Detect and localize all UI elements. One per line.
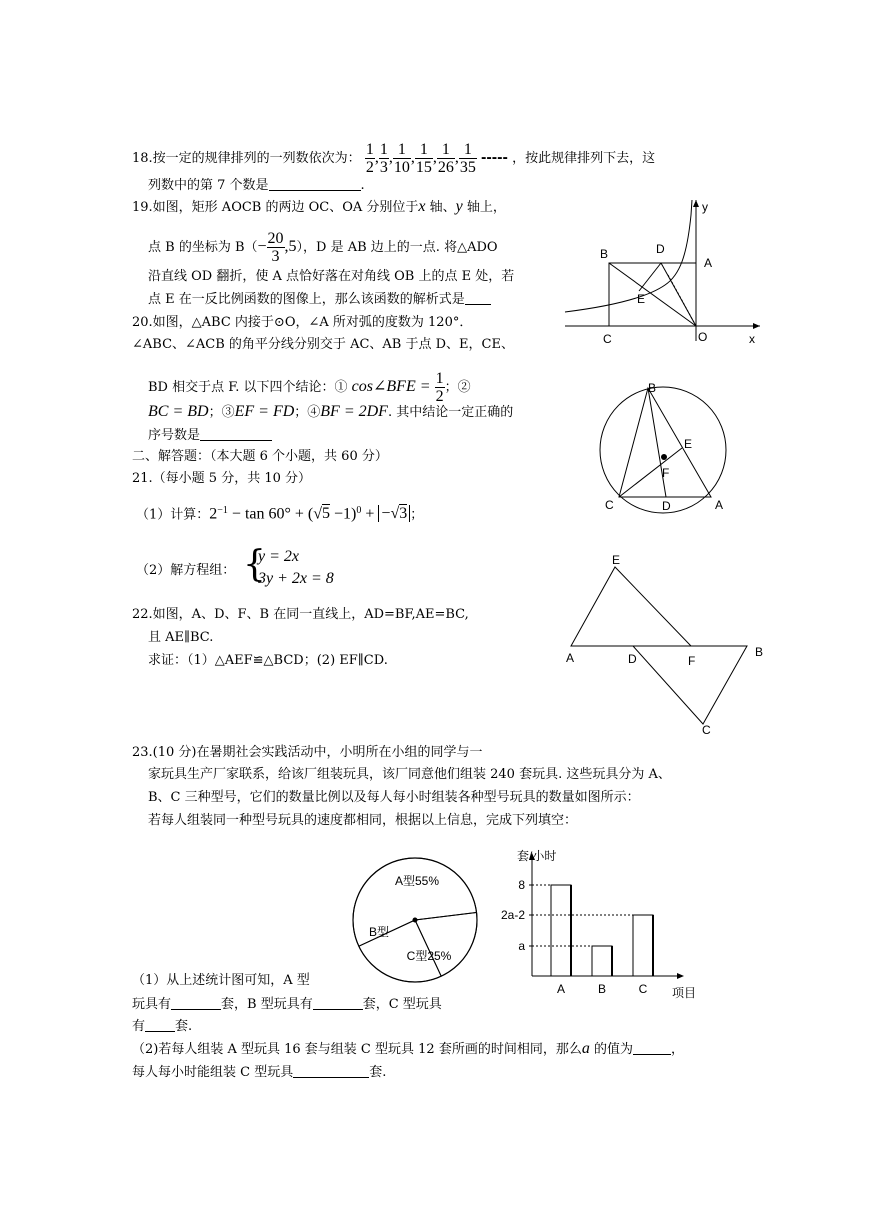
q18-comma: , [388,149,393,166]
q21-heading: 21.（每小题 5 分，共 10 分） [132,471,312,486]
q21-sqrt5: √5 [313,505,331,523]
y-tick-label: a [518,939,525,953]
y-axis-label: 套/小时 [517,849,557,863]
q18-fraction-den: 2 [365,159,374,176]
q23-sub2-line2 [132,1063,386,1082]
x-tick-label-b: B [597,982,607,996]
q23-line2: 家玩具生产厂家联系，给该厂组装玩具，该厂同意他们组装 240 套玩具. 这些玩具分为 A、 [148,767,671,782]
q18-comma: , [454,149,459,166]
q20-text4b: ；③ [208,405,235,420]
label-e: E [637,292,646,306]
q19-coord-rest: ,5 [284,238,297,255]
q19-line1 [132,198,506,217]
q20-eq-bc-bd: BC = BD [148,403,209,420]
x-tick-label-c: C [638,982,648,996]
q21-p1-label: （1）计算： [136,507,210,523]
q19-text4: 点 E 在一反比例函数的图像上，那么该函数的解析式是 [148,292,465,307]
q21-exp-0: 0 [356,505,362,516]
q21-base2: 2 [209,505,218,523]
bar-chart [495,843,695,1003]
q21-minus1: −1) [330,505,357,523]
q18-fraction [379,141,389,176]
y-tick-label: 2a-2 [500,908,525,922]
x-axis-label: 项目 [672,986,697,1000]
label-c: C [603,332,612,346]
q23-sub2-line1 [132,1040,684,1059]
q21-abs: −√3 [378,505,410,522]
q18-fraction-den: 15 [415,159,432,176]
q18-fraction-num: 1 [365,141,374,158]
q18-fraction-den: 26 [437,159,454,176]
q18-fraction-num: 1 [393,141,411,159]
q19-frac-num: 20 [267,230,284,247]
triangle-abc [619,388,711,497]
q22-figure [563,550,773,740]
q20-line2: ∠ABC、∠ACB 的角平分线分别交于 AC、AB 于点 D、E，CE、 [132,337,514,352]
pie-label-c: C型25% [406,949,452,963]
q18-fraction [415,141,433,176]
label-o: O [698,330,708,344]
q23-blank-c[interactable] [145,1017,175,1032]
label-a: A [704,256,713,270]
q19-text2a: 点 B 的坐标为 B（ [148,240,258,255]
hyperbola-curve [565,200,692,312]
q19-figure [565,195,765,345]
x-axis-arrow [677,973,684,979]
segment-ad-dotted [668,275,696,326]
q23-blank-a[interactable] [171,995,221,1010]
q21-sqrt3-value: 3 [399,505,408,523]
q18-line1 [132,141,655,176]
pie-chart [347,850,487,990]
q19-x-var: x [418,198,426,215]
label-e: E [612,553,621,567]
q23-sub1-line2 [132,995,442,1014]
diagonal-ob [609,263,696,326]
q19-y-var: y [455,198,463,215]
q22-line3: 求证：（1）△AEF≌△BCD；(2) EF∥CD. [148,653,388,668]
q19-coord-fraction [267,230,285,265]
q18-question: 列数中的第 7 个数是 [148,178,269,193]
q18-line2: 列数中的第 7 个数是 . [148,178,365,193]
q22-line2: 且 AE∥BC. [148,630,214,645]
pie-label-a: A型55% [394,874,440,888]
q19-line4 [148,290,491,309]
q21-brace: { [243,544,266,585]
q20-line3 [148,370,471,405]
q23-blank-b[interactable] [313,995,363,1010]
q23-line4: 若每人组装同一种型号玩具的速度都相同，根据以上信息，完成下列填空： [148,813,578,828]
label-b: B [600,247,609,261]
q18-comma: , [374,149,379,166]
label-b: B [648,381,657,395]
q20-eq-ef-fd: EF = FD [234,403,295,420]
center-dot [661,454,667,460]
x-axis-arrow [753,323,760,329]
bar-b [592,946,612,976]
q18-fraction-num: 1 [459,141,477,159]
label-c: C [702,723,711,737]
q23-sub2-comma: ， [670,1042,684,1057]
q20-answer-blank[interactable] [200,426,272,441]
q20-eq-bf-2df: BF = 2DF [320,403,388,420]
q18-fraction [437,141,455,176]
q20-half-den: 2 [435,388,444,405]
label-f: F [662,466,670,480]
q18-fraction-num: 1 [379,141,388,158]
label-d: D [628,652,637,666]
label-c: C [605,498,614,512]
q20-text3a: BD 相交于点 F. 以下四个结论：① [148,380,348,395]
q21-p2-label: （2）解方程组： [136,563,236,578]
q18-fraction [365,141,375,176]
bar-a [551,885,571,976]
q18-comma: , [410,149,415,166]
label-a: A [715,498,724,512]
y-axis-arrow [693,200,699,207]
q20-half-num: 1 [435,370,444,387]
pie-center-dot [413,918,418,923]
label-y: y [702,200,708,214]
label-e: E [684,437,693,451]
q18-fraction-den: 10 [393,159,410,176]
q23-sub1-line3 [132,1017,192,1036]
segment-od [661,263,696,326]
q20-line1: 20.如图，△ABC 内接于⊙O，∠A 所对弧的度数为 120°． [132,315,473,330]
q23-line3: B、C 三种型号，它们的数量比例以及每人每小时组装各种型号玩具的数量如图所示： [148,790,640,805]
segment-de [639,263,661,291]
q23-blank-a-value[interactable] [633,1040,671,1055]
q18-fraction [393,141,411,176]
q21-part1 [136,502,423,524]
q19-line3: 沿直线 OD 翻折，使 A 点恰好落在对角线 OB 上的点 E 处，若 [148,269,515,284]
q18-prefix: 18.按一定的规律排列的一列数依次为： [132,151,361,166]
q23-var-a: a [581,1040,590,1057]
q19-coord-minus: − [257,238,267,255]
q21-tan-part: − tan 60° + ( [227,505,314,523]
q23-text-b: 套，B 型玩具有 [221,997,313,1012]
q20-line4 [148,403,513,422]
x-tick-label-a: A [556,982,566,996]
q23-sub2-end: 套. [369,1065,387,1080]
q19-text1: 19.如图，矩形 AOCB 的两边 OC、OA 分别位于 [132,200,419,215]
q19-text1-end: 轴上， [462,200,506,215]
q18-fraction-den: 3 [379,159,388,176]
q19-frac-den: 3 [271,248,280,265]
q18-fraction [459,141,477,176]
q18-fraction-num: 1 [437,141,455,159]
q18-comma: , [432,149,437,166]
q19-text2b: ），D 是 AB 边上的一点. 将△ADO [296,240,498,255]
q20-cos-expr: cos∠BFE = [351,378,431,395]
q18-dashes: ----- [480,151,508,166]
q23-sub2-text: （2)若每人组装 A 型玩具 16 套与组装 C 型玩具 12 套所画的时间相同，那么 [132,1042,582,1057]
q23-blank-c-rate[interactable] [293,1063,369,1078]
q18-sequence [365,141,477,176]
triangle-aef [571,567,691,646]
q20-text4d: ；④ [294,405,321,420]
q18-fraction-num: 1 [415,141,433,159]
q23-text-a: 玩具有 [132,997,172,1012]
q21-abs-minus: − [381,505,391,523]
q22-line1: 22.如图，A、D、F、B 在同一直线上，AD=BF,AE=BC, [132,607,469,622]
label-f: F [688,654,696,668]
q20-line5 [148,426,272,445]
y-tick-label: 8 [518,878,525,892]
q21-eq1: y = 2x [258,548,299,565]
q18-suffix: ，按此规律排列下去，这 [512,151,656,166]
q19-text1-mid: 轴、 [425,200,456,215]
q21-equations [258,546,334,590]
q23-sub1-line1: （1）从上述统计图可知，A 型 [132,973,310,988]
q23-text-c: 套，C 型玩具 [362,997,442,1012]
q23-sub2-value: 的值为 [589,1042,633,1057]
label-a: A [566,651,575,665]
q23-text-sets: 套. [175,1019,193,1034]
q21-p1-end: ； [410,507,424,523]
q21-eq2: 3y + 2x = 8 [258,570,334,587]
q20-text4f: . 其中结论一定正确的 [387,405,514,420]
q19-line2 [148,230,498,265]
q21-sqrt5-value: 5 [322,505,331,523]
q21-plus: + [361,505,379,523]
segment-ce [619,448,682,497]
label-d: D [656,242,665,256]
bar-c [633,915,653,976]
q18-fraction-den: 35 [459,159,476,176]
q23-line1: 23.(10 分)在暑期社会实践活动中，小明所在小组的同学与一 [132,745,483,760]
label-d: D [662,499,671,513]
q21-exp-neg1: −1 [217,505,228,516]
q23-sub2-line2-text: 每人每小时能组装 C 型玩具 [132,1065,294,1080]
q20-half-fraction [435,370,445,405]
q20-figure [598,380,748,520]
q18-answer-blank[interactable] [269,176,361,191]
q20-text3b: ；② [444,380,471,395]
label-b: B [755,645,764,659]
q19-answer-blank[interactable] [465,290,491,305]
circle-o [600,387,726,513]
q20-text5: 序号数是 [148,428,201,443]
label-x: x [749,332,755,346]
q23-text-have: 有 [132,1019,146,1034]
section-2-heading: 二、解答题：（本大题 6 个小题，共 60 分） [132,449,388,464]
pie-label-b: B型 [368,925,390,939]
